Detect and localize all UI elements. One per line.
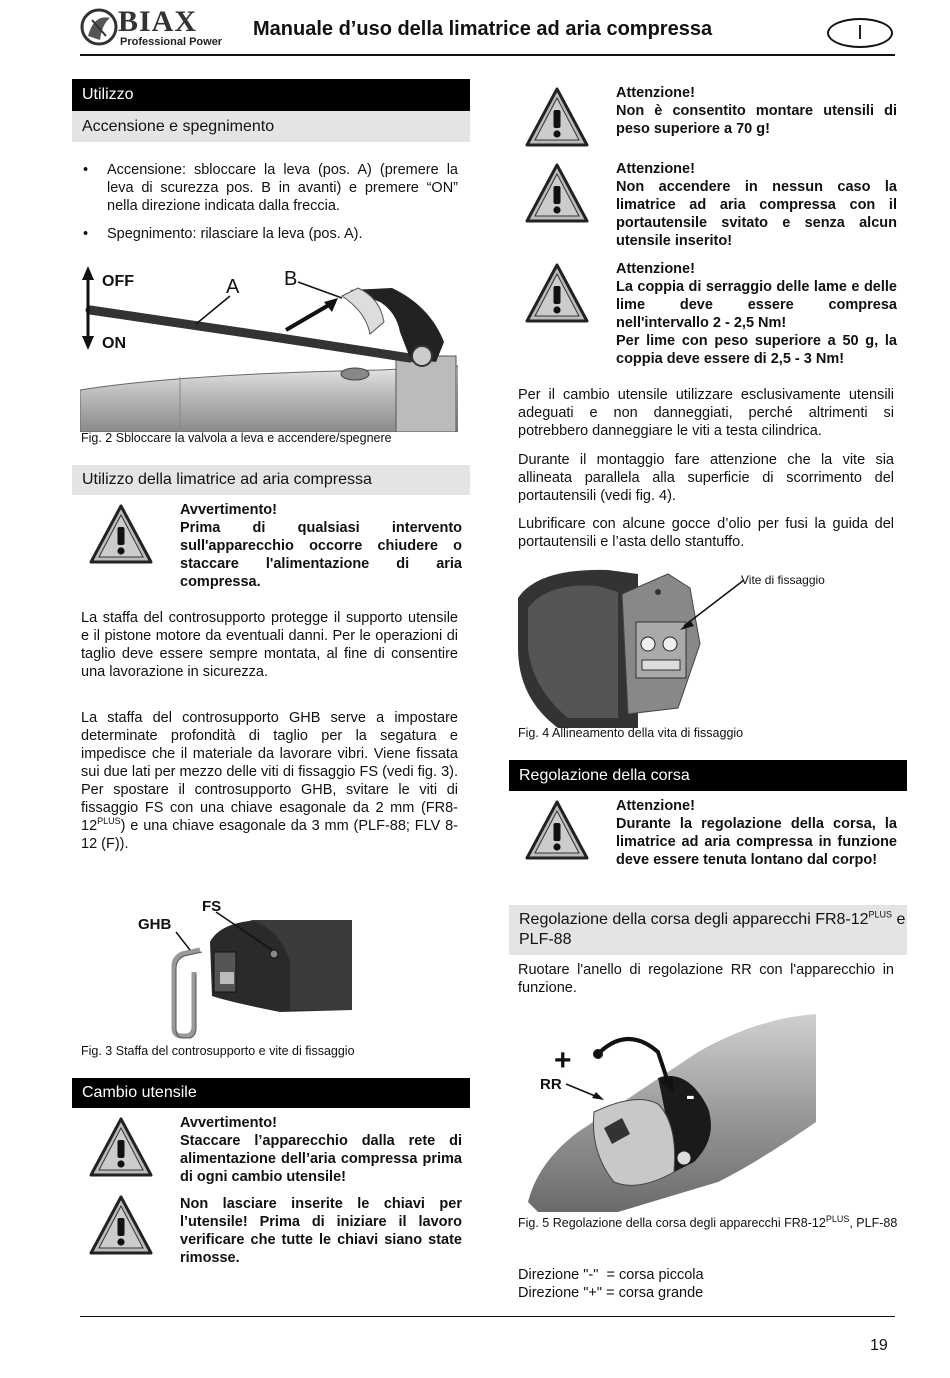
heading-text: Regolazione della corsa degli apparecchi FR8-12 bbox=[519, 911, 869, 928]
warning-2-heading: Avvertimento! bbox=[180, 1115, 277, 1131]
fig5-label-minus: - bbox=[686, 1080, 695, 1110]
fig2-label-off: OFF bbox=[102, 273, 134, 290]
fig3-label-fs: FS bbox=[202, 898, 222, 915]
header-divider bbox=[80, 54, 895, 56]
direction-minus: Direzione "-" = corsa piccola bbox=[518, 1267, 704, 1283]
superscript-plus: PLUS bbox=[97, 816, 121, 827]
warning-2-text: Staccare l’apparecchio dalla rete di alimentazione dell’aria compressa prima di ogni cambio utensile! bbox=[180, 1133, 462, 1185]
attention-4-text: Durante la regolazione della corsa, la limatrice ad aria compressa in funzione deve essere tenuta lontano dal corpo! bbox=[616, 816, 897, 868]
footer-divider bbox=[80, 1316, 895, 1317]
brand-subtitle: Professional Power bbox=[120, 36, 223, 48]
figure-2-caption: Fig. 2 Sbloccare la valvola a leva e accendere/spegnere bbox=[81, 431, 392, 445]
fig4-label-screw: Vite di fissaggio bbox=[741, 573, 825, 587]
attention-3-text: La coppia di serraggio delle lame e delle lime deve essere compresa nell'intervallo 2 - 2,5 Nm! bbox=[616, 279, 897, 331]
figure-3-support-illustration bbox=[130, 892, 352, 1040]
document-title: Manuale d’uso della limatrice ad aria compressa bbox=[253, 18, 713, 40]
caption-text: Fig. 5 Regolazione della corsa degli apparecchi FR8-12 bbox=[518, 1216, 826, 1230]
paragraph-text: ) e una chiave esagonale da 3 mm (PLF-88; FLV 8-12 (F)). bbox=[81, 818, 458, 852]
attention-2-text: Non accendere in nessun caso la limatrice ad aria compressa con il portautensile svitato e senza alcun utensile inserito! bbox=[616, 179, 897, 249]
subsection-heading-uso: Utilizzo della limatrice ad aria compressa bbox=[72, 465, 470, 495]
paragraph-staffa-protezione: La staffa del controsupporto protegge il supporto utensile e il pistone motore da eventuali danni. Per le operazioni di taglio deve essere sempre montata, al fine di consentire una lavorazione in sicurezza. bbox=[81, 610, 458, 680]
paragraph-lubrificare: Lubrificare con alcune gocce d’olio per fusi la guida del portautensili e l’asta dello stantuffo. bbox=[518, 516, 894, 550]
paragraph-text: La staffa del controsupporto GHB serve a impostare determinate profondità di taglio per la segatura e impedisce che il materiale da lavorare vibri. Viene fissata sui due lati per mezzo delle viti di fissaggio FS (vedi fig. 3). Per spostare il controsupporto GHB, svitare le viti di fissaggio FS con una chiave esagonale da 2 mm (FR8-12 bbox=[81, 710, 458, 834]
warning-triangle-icon bbox=[524, 86, 590, 148]
direction-plus: Direzione "+" = corsa grande bbox=[518, 1285, 704, 1301]
superscript-plus: PLUS bbox=[868, 909, 893, 920]
attention-4-heading: Attenzione! bbox=[616, 798, 695, 814]
warning-triangle-icon bbox=[524, 799, 590, 861]
warning-1-heading: Avvertimento! bbox=[180, 502, 277, 518]
fig5-label-rr: RR bbox=[540, 1076, 562, 1093]
attention-3-text-weight: Per lime con peso superiore a 50 g, la coppia deve essere di 2,5 - 3 Nm! bbox=[616, 333, 897, 367]
paragraph-montaggio: Durante il montaggio fare attenzione che la vite sia allineata parallela alla superficie di scorrimento del portautensili (vedi fig. 4). bbox=[518, 452, 894, 504]
brand-name: BIAX bbox=[118, 5, 198, 38]
fig2-label-on: ON bbox=[102, 335, 126, 352]
fig2-label-b: B bbox=[284, 268, 298, 290]
attention-1-text: Non è consentito montare utensili di peso superiore a 70 g! bbox=[616, 103, 897, 137]
accensione-list bbox=[81, 161, 458, 253]
warning-triangle-icon bbox=[88, 1116, 154, 1178]
figure-4-caption: Fig. 4 Allineamento della vita di fissaggio bbox=[518, 726, 744, 740]
section-heading-regolazione: Regolazione della corsa bbox=[509, 760, 907, 791]
warning-3-text: Non lasciare inserite le chiavi per l’utensile! Prima di iniziare il lavoro verificare che tutte le chiavi siano state rimosse. bbox=[180, 1196, 462, 1266]
page-number: 19 bbox=[870, 1337, 888, 1354]
superscript-plus: PLUS bbox=[825, 1213, 850, 1224]
figure-3-caption: Fig. 3 Staffa del controsupporto e vite di fissaggio bbox=[81, 1044, 355, 1058]
section-heading-cambio: Cambio utensile bbox=[72, 1078, 470, 1108]
fig2-label-a: A bbox=[226, 276, 240, 298]
attention-2-heading: Attenzione! bbox=[616, 161, 695, 177]
figure-5-stroke-ring-illustration bbox=[518, 1012, 816, 1212]
warning-triangle-icon bbox=[88, 503, 154, 565]
figure-2-lever-illustration bbox=[80, 262, 458, 432]
list-item: • Spegnimento: rilasciare la leva (pos. A). bbox=[81, 225, 458, 243]
language-badge: I bbox=[827, 18, 893, 48]
section-heading-utilizzo: Utilizzo bbox=[72, 79, 470, 111]
attention-1-heading: Attenzione! bbox=[616, 85, 695, 101]
fig3-label-ghb: GHB bbox=[138, 916, 172, 933]
paragraph-cambio-utensile: Per il cambio utensile utilizzare esclusivamente utensili adeguati e non danneggiati, perché altrimenti si potrebbero danneggiare le viti a testa cilindrica. bbox=[518, 387, 894, 439]
fig5-label-plus: + bbox=[554, 1044, 572, 1077]
warning-triangle-icon bbox=[524, 162, 590, 224]
heading-text: e PLF-88 bbox=[519, 911, 906, 948]
attention-3-heading: Attenzione! bbox=[616, 261, 695, 277]
subsection-heading-accensione: Accensione e spegnimento bbox=[72, 111, 470, 142]
warning-1-text: Prima di qualsiasi intervento sull'apparecchio occorre chiudere o staccare l'alimentazione di aria compressa. bbox=[180, 520, 462, 590]
caption-text: , PLF-88 bbox=[849, 1216, 898, 1230]
warning-triangle-icon bbox=[88, 1194, 154, 1256]
list-item: • Accensione: sbloccare la leva (pos. A) (premere la leva di scurezza pos. B in avanti) e premere “ON” nella direzione indicata dalla freccia. bbox=[81, 161, 458, 215]
figure-5-caption bbox=[518, 1213, 898, 1231]
subsection-heading-regolazione-apparecchi bbox=[509, 905, 907, 955]
paragraph-staffa-ghb bbox=[81, 709, 458, 853]
figure-4-screw-illustration bbox=[518, 568, 848, 728]
paragraph-ruotare-anello: Ruotare l'anello di regolazione RR con l'apparecchio in funzione. bbox=[518, 962, 894, 996]
warning-triangle-icon bbox=[524, 262, 590, 324]
